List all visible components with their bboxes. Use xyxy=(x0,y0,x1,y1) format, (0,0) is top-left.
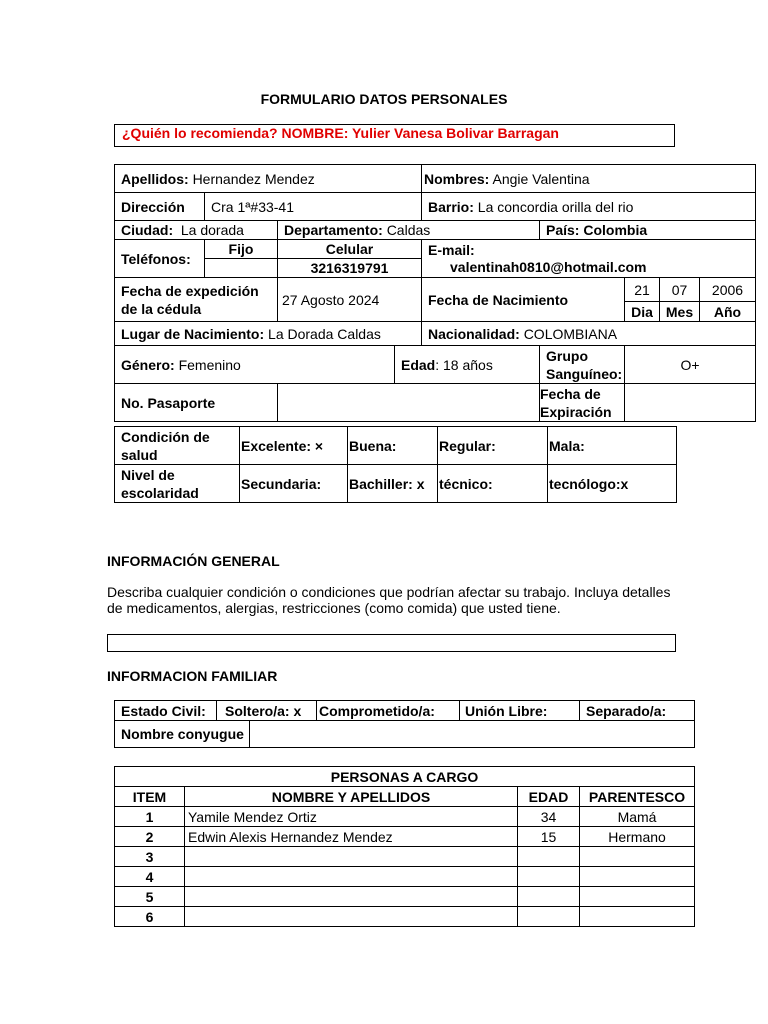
dia-label: Dia xyxy=(625,302,660,322)
row-parentesco[interactable] xyxy=(580,907,695,927)
row-edad[interactable] xyxy=(518,887,580,907)
nacimiento-label: Fecha de Nacimiento xyxy=(422,278,625,322)
expedicion-label: Fecha de expedición de la cédula xyxy=(115,278,278,322)
row-parentesco[interactable] xyxy=(580,867,695,887)
row-item: 1 xyxy=(115,807,185,827)
row-nombre[interactable] xyxy=(185,867,518,887)
general-heading: INFORMACIÓN GENERAL xyxy=(107,553,280,569)
personal-data-table xyxy=(114,164,756,422)
familiar-heading: INFORMACION FAMILIAR xyxy=(107,668,278,684)
row-item: 2 xyxy=(115,827,185,847)
estado-union-libre[interactable]: Unión Libre: xyxy=(460,701,580,721)
mes-label: Mes xyxy=(660,302,700,322)
general-input-box[interactable] xyxy=(107,634,676,652)
apellidos-field[interactable]: Apellidos: Hernandez Mendez xyxy=(115,165,422,193)
header-nombre: NOMBRE Y APELLIDOS xyxy=(185,787,518,807)
personas-cargo-title: PERSONAS A CARGO xyxy=(115,767,695,787)
nombres-field[interactable]: Nombres: Angie Valentina xyxy=(422,165,756,193)
salud-label: Condición de salud xyxy=(115,427,240,465)
conyugue-label: Nombre conyugue xyxy=(115,721,250,748)
ano-label: Año xyxy=(700,302,756,322)
estado-soltero[interactable]: Soltero/a: x xyxy=(217,701,317,721)
escolaridad-secundaria[interactable]: Secundaria: xyxy=(240,465,348,503)
row-item: 4 xyxy=(115,867,185,887)
expiracion-label: Fecha de Expiración xyxy=(540,384,625,422)
table-row xyxy=(115,827,695,847)
estado-separado[interactable]: Separado/a: xyxy=(580,701,695,721)
grupo-label: Grupo Sanguíneo: xyxy=(540,346,625,384)
direccion-label: Dirección xyxy=(115,193,205,221)
genero-field[interactable]: Género: Femenino xyxy=(115,346,395,384)
telefonos-label: Teléfonos: xyxy=(115,240,205,278)
dia-value[interactable]: 21 xyxy=(625,278,660,302)
salud-buena[interactable]: Buena: xyxy=(348,427,438,465)
celular-label: Celular xyxy=(278,240,422,259)
salud-mala[interactable]: Mala: xyxy=(548,427,677,465)
row-item: 5 xyxy=(115,887,185,907)
form-title: FORMULARIO DATOS PERSONALES xyxy=(260,91,508,107)
fijo-field[interactable] xyxy=(205,259,278,278)
table-row xyxy=(115,887,695,907)
grupo-field[interactable]: O+ xyxy=(625,346,756,384)
row-nombre[interactable] xyxy=(185,847,518,867)
barrio-field[interactable]: Barrio: La concordia orilla del rio xyxy=(422,193,756,221)
nacionalidad-field[interactable]: Nacionalidad: COLOMBIANA xyxy=(422,322,756,346)
table-row xyxy=(115,847,695,867)
general-text: Describa cualquier condición o condiciones que podrían afectar su trabajo. Incluya detalles de medicamentos, alergias, restricciones (como comida) que usted tiene. xyxy=(107,584,671,616)
recommendation-box[interactable]: ¿Quién lo recomienda? NOMBRE: Yulier Vanesa Bolivar Barragan xyxy=(114,124,675,147)
row-nombre[interactable]: Edwin Alexis Hernandez Mendez xyxy=(185,827,518,847)
row-edad[interactable]: 34 xyxy=(518,807,580,827)
estado-civil-table xyxy=(114,700,695,748)
celular-field[interactable]: 3216319791 xyxy=(278,259,422,278)
row-edad[interactable] xyxy=(518,847,580,867)
row-parentesco[interactable] xyxy=(580,847,695,867)
ciudad-field[interactable]: Ciudad: La dorada xyxy=(115,221,278,240)
row-parentesco[interactable]: Hermano xyxy=(580,827,695,847)
salud-regular[interactable]: Regular: xyxy=(438,427,548,465)
table-row xyxy=(115,907,695,927)
escolaridad-tecnologo[interactable]: tecnólogo:x xyxy=(548,465,677,503)
ano-value[interactable]: 2006 xyxy=(700,278,756,302)
row-edad[interactable]: 15 xyxy=(518,827,580,847)
salud-table xyxy=(114,426,677,503)
estado-comprometido[interactable]: Comprometido/a: xyxy=(317,701,460,721)
escolaridad-tecnico[interactable]: técnico: xyxy=(438,465,548,503)
row-item: 3 xyxy=(115,847,185,867)
row-parentesco[interactable]: Mamá xyxy=(580,807,695,827)
row-parentesco[interactable] xyxy=(580,887,695,907)
row-nombre[interactable] xyxy=(185,907,518,927)
header-parentesco: PARENTESCO xyxy=(580,787,695,807)
row-nombre[interactable] xyxy=(185,887,518,907)
header-edad: EDAD xyxy=(518,787,580,807)
expiracion-field[interactable] xyxy=(625,384,756,422)
pasaporte-label: No. Pasaporte xyxy=(115,384,278,422)
edad-field[interactable]: Edad: 18 años xyxy=(395,346,540,384)
row-nombre[interactable]: Yamile Mendez Ortiz xyxy=(185,807,518,827)
table-row xyxy=(115,867,695,887)
salud-excelente[interactable]: Excelente: × xyxy=(240,427,348,465)
fijo-label: Fijo xyxy=(205,240,278,259)
expedicion-field[interactable]: 27 Agosto 2024 xyxy=(278,278,422,322)
email-field[interactable]: E-mail: valentinah0810@hotmail.com xyxy=(422,240,756,278)
pais-field[interactable]: País: Colombia xyxy=(540,221,756,240)
escolaridad-bachiller[interactable]: Bachiller: x xyxy=(348,465,438,503)
row-item: 6 xyxy=(115,907,185,927)
departamento-field[interactable]: Departamento: Caldas xyxy=(278,221,540,240)
estado-civil-label: Estado Civil: xyxy=(115,701,217,721)
conyugue-field[interactable] xyxy=(250,721,695,748)
row-edad[interactable] xyxy=(518,907,580,927)
mes-value[interactable]: 07 xyxy=(660,278,700,302)
escolaridad-label: Nivel de escolaridad xyxy=(115,465,240,503)
lugar-field[interactable]: Lugar de Nacimiento: La Dorada Caldas xyxy=(115,322,422,346)
header-item: ITEM xyxy=(115,787,185,807)
row-edad[interactable] xyxy=(518,867,580,887)
personas-cargo-table xyxy=(114,766,695,927)
pasaporte-field[interactable] xyxy=(278,384,540,422)
direccion-field[interactable]: Cra 1ª#33-41 xyxy=(205,193,422,221)
table-row xyxy=(115,807,695,827)
